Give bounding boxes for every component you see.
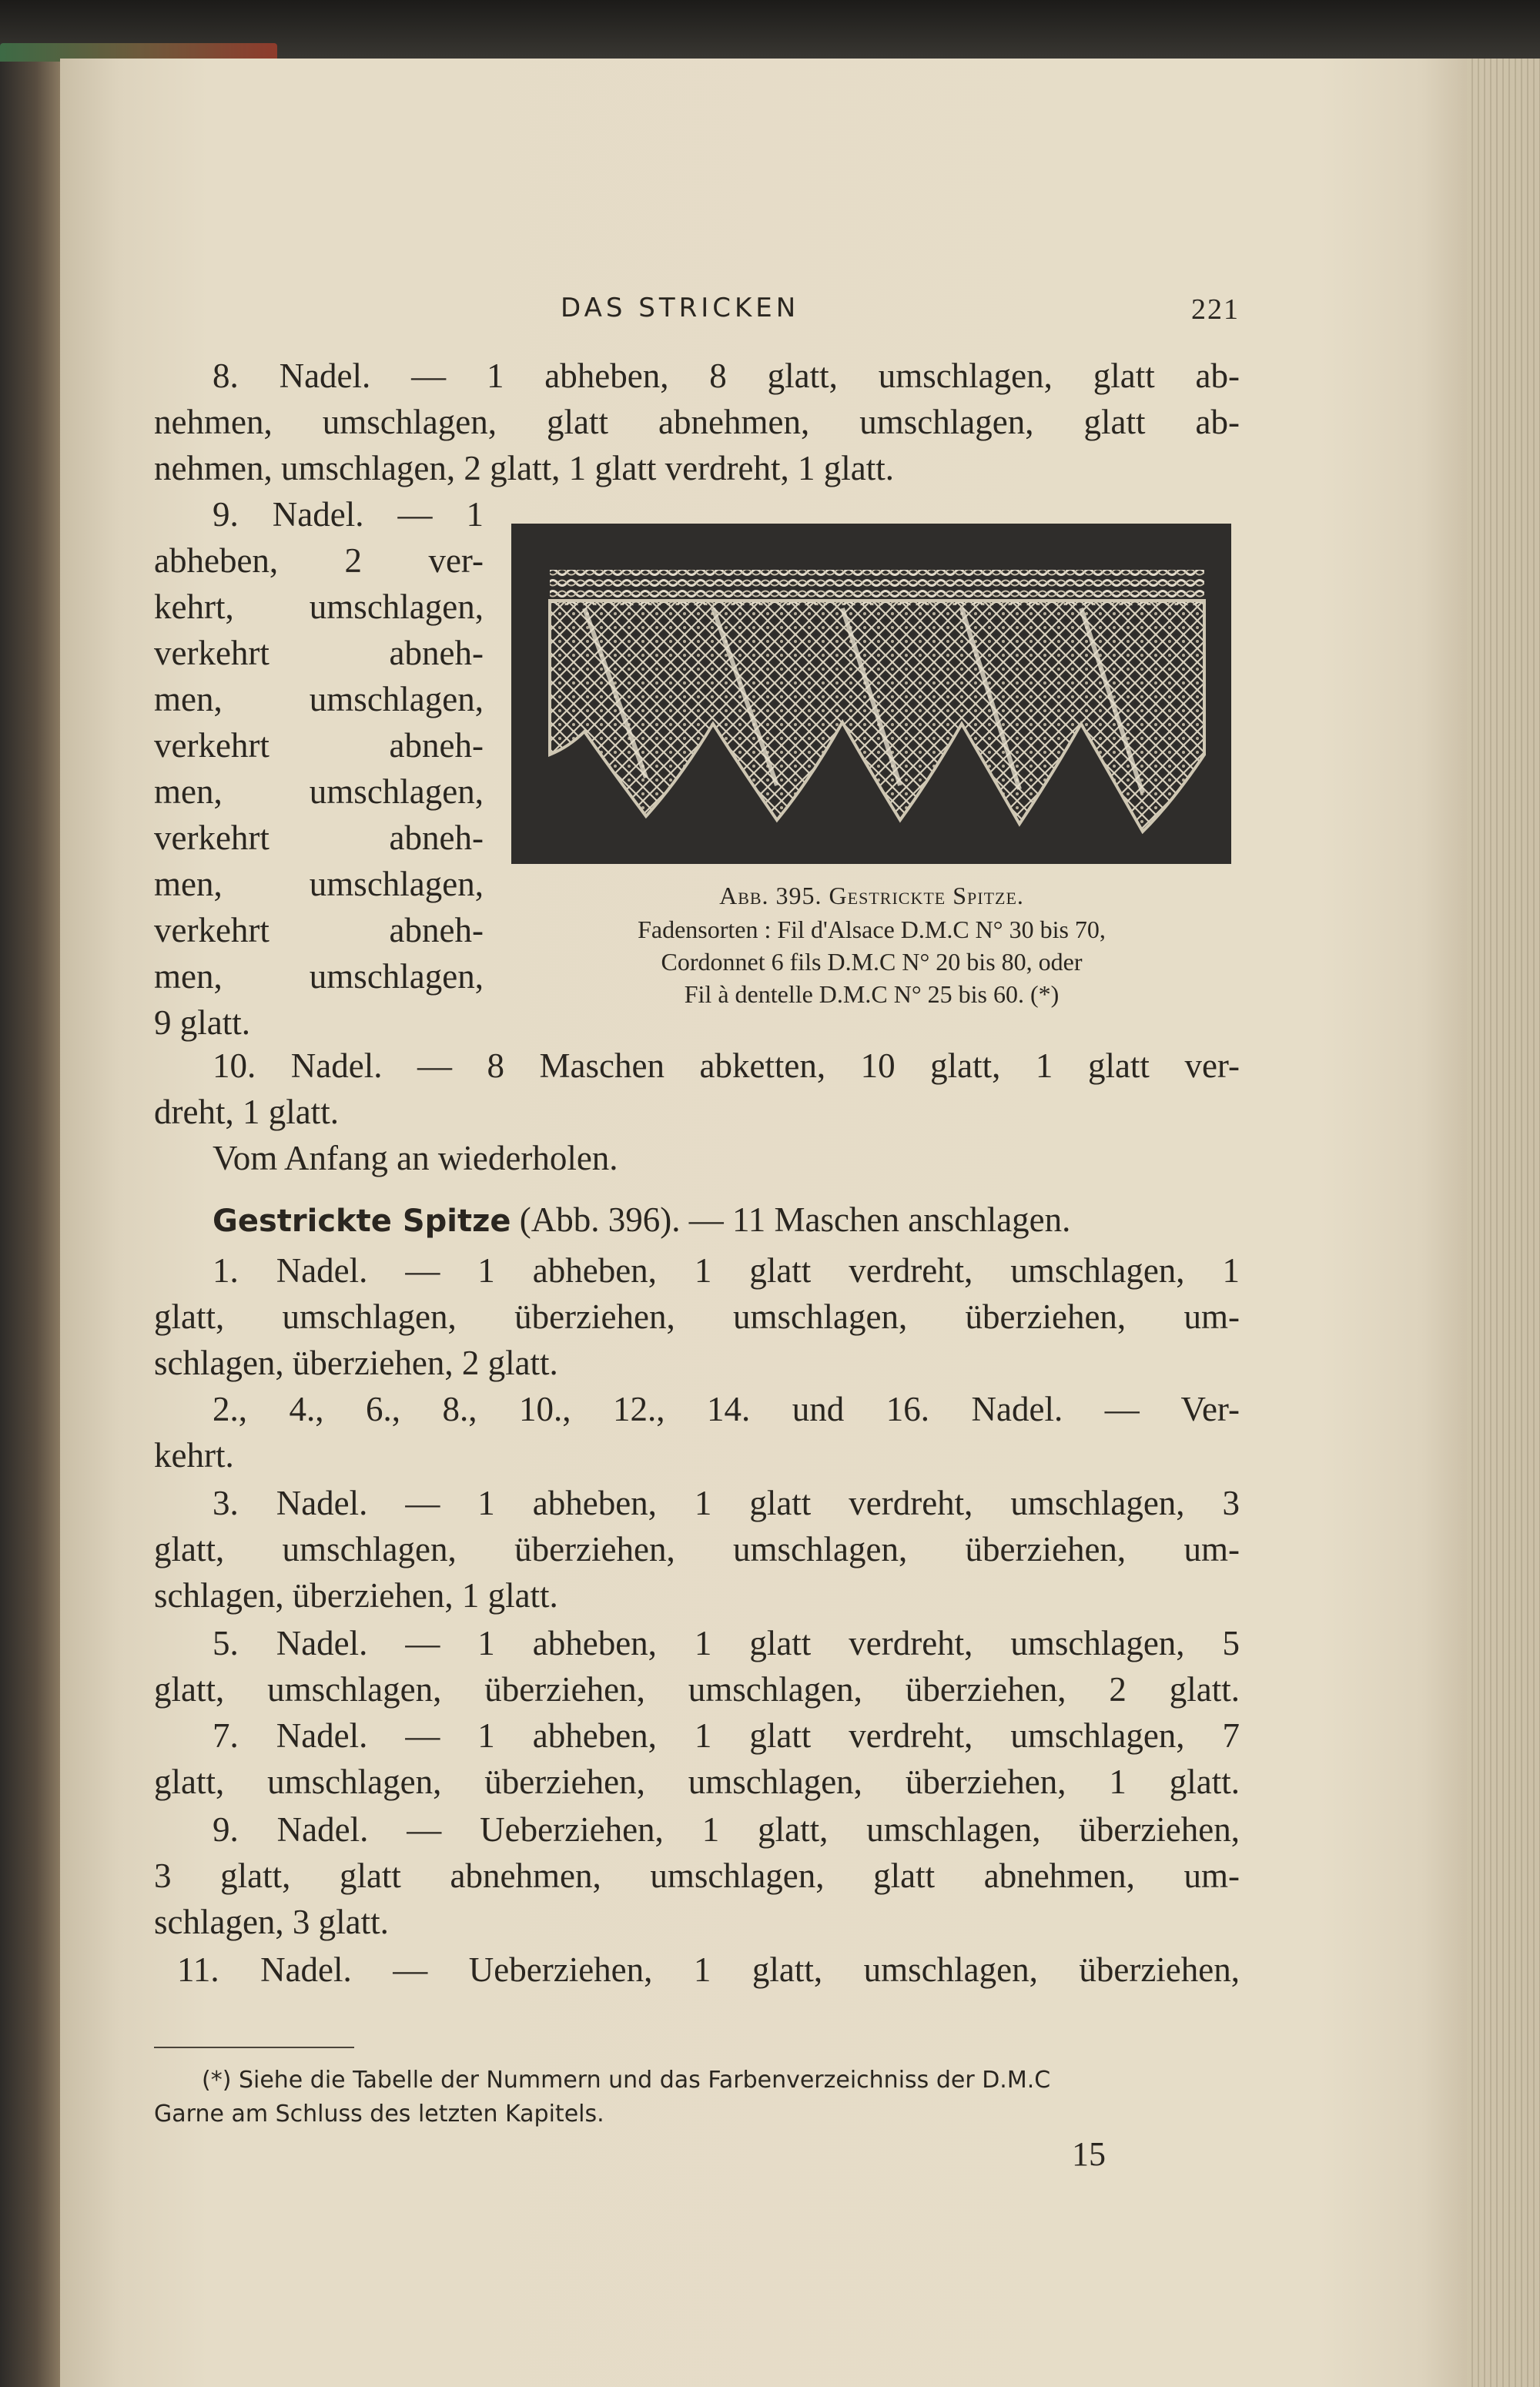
body-line: Vom Anfang an wiederholen. [213,1139,618,1177]
section-heading-line [213,1198,1070,1243]
section-heading: Gestrickte Spitze [213,1204,511,1239]
body-line: 3. Nadel. — 1 abheben, 1 glatt verdreht, umschlagen, 3 [213,1484,1240,1522]
body-line: 8. Nadel. — 1 abheben, 8 glatt, umschlagen, glatt ab- [213,357,1240,395]
body-line: dreht, 1 glatt. [154,1093,339,1131]
section-heading-rest: (Abb. 396). — 11 Maschen anschlagen. [511,1200,1071,1239]
side-line: verkehrt abneh- [154,726,484,765]
side-line: verkehrt abneh- [154,911,484,949]
body-line: nehmen, umschlagen, glatt abnehmen, umschlagen, glatt ab- [154,403,1240,441]
body-line: 9. Nadel. — Ueberziehen, 1 glatt, umschlagen, überziehen, [213,1810,1240,1849]
footnote-line: (*) Siehe die Tabelle der Nummern und das Farbenverzeichniss der D.M.C [202,2067,1051,2094]
figure-caption-line: Fadensorten : Fil d'Alsace D.M.C N° 30 bis 70, [638,916,1106,943]
page-number: 221 [1191,293,1240,326]
lace-pattern-image [511,524,1231,864]
footnote-line: Garne am Schluss des letzten Kapitels. [154,2101,604,2128]
side-line: 9 glatt. [154,1003,250,1042]
body-line: glatt, umschlagen, überziehen, umschlagen, überziehen, 2 glatt. [154,1670,1240,1709]
lace-illustration [511,524,1231,864]
body-line: 1. Nadel. — 1 abheben, 1 glatt verdreht, umschlagen, 1 [213,1251,1240,1290]
side-line: men, umschlagen, [154,865,484,903]
body-line: nehmen, umschlagen, 2 glatt, 1 glatt verdreht, 1 glatt. [154,449,894,487]
side-line: men, umschlagen, [154,957,484,996]
book-binding-edge [0,62,60,2387]
body-line: 10. Nadel. — 8 Maschen abketten, 10 glatt, 1 glatt ver- [213,1046,1240,1085]
figure-caption-title: Abb. 395. Gestrickte Spitze. [719,882,1024,909]
body-line: 2., 4., 6., 8., 10., 12., 14. und 16. Nadel. — Ver- [213,1390,1240,1428]
page-header [154,293,1240,331]
side-line: abheben, 2 ver- [154,541,484,580]
figure-caption-line: Fil à dentelle D.M.C N° 25 bis 60. (*) [684,980,1060,1008]
body-line: kehrt. [154,1436,234,1475]
running-title: DAS STRICKEN [561,293,800,323]
side-line: verkehrt abneh- [154,634,484,672]
side-line: 9. Nadel. — 1 [213,495,484,534]
body-line: glatt, umschlagen, überziehen, umschlagen, überziehen, um- [154,1530,1240,1568]
footnote-rule [154,2047,354,2048]
body-line: schlagen, überziehen, 2 glatt. [154,1344,558,1382]
side-line: verkehrt abneh- [154,819,484,857]
body-line: 7. Nadel. — 1 abheben, 1 glatt verdreht, umschlagen, 7 [213,1716,1240,1755]
body-line: 5. Nadel. — 1 abheben, 1 glatt verdreht, umschlagen, 5 [213,1624,1240,1662]
body-line: 11. Nadel. — Ueberziehen, 1 glatt, umschlagen, überziehen, [177,1950,1240,1989]
side-line: men, umschlagen, [154,680,484,718]
body-line: schlagen, 3 glatt. [154,1903,389,1941]
body-line: schlagen, überziehen, 1 glatt. [154,1576,558,1615]
body-line: 3 glatt, glatt abnehmen, umschlagen, glatt abnehmen, um- [154,1856,1240,1895]
page-edges [1467,59,1540,2387]
signature-mark: 15 [1072,2135,1106,2173]
body-line: glatt, umschlagen, überziehen, umschlagen, überziehen, um- [154,1297,1240,1336]
body-line: glatt, umschlagen, überziehen, umschlagen, überziehen, 1 glatt. [154,1763,1240,1801]
side-line: kehrt, umschlagen, [154,588,484,626]
side-line: men, umschlagen, [154,772,484,811]
figure-caption-line: Cordonnet 6 fils D.M.C N° 20 bis 80, oder [661,948,1083,976]
